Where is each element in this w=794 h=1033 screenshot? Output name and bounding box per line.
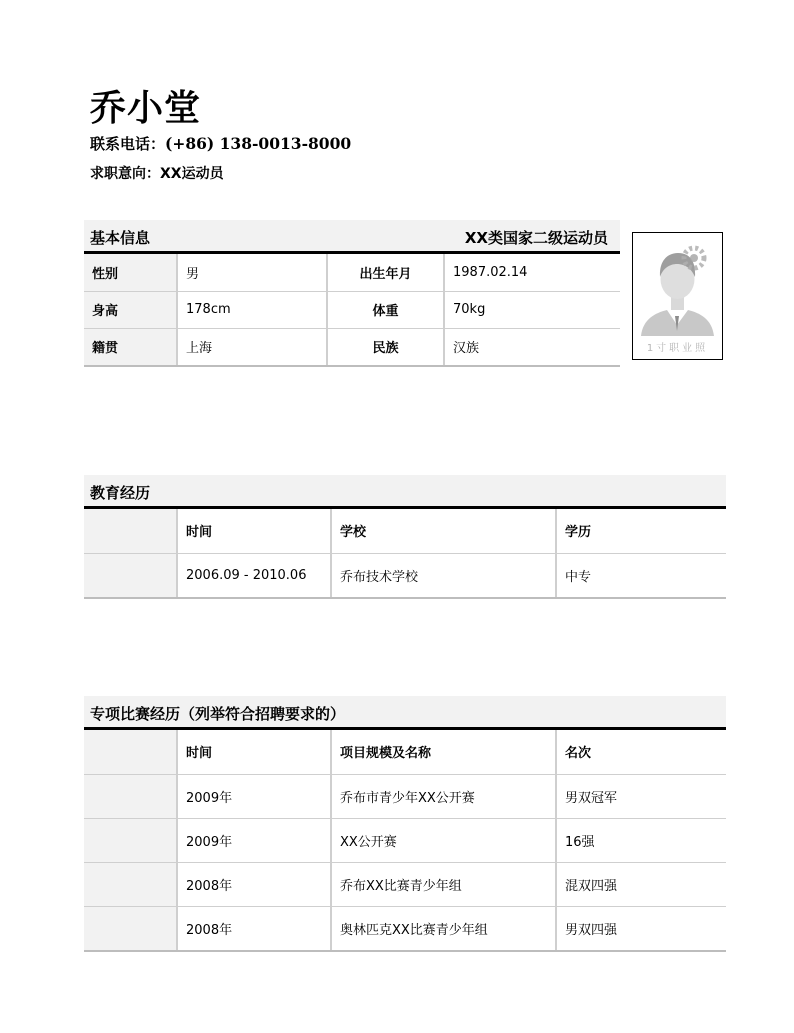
competitions-title: 专项比赛经历（列举符合招聘要求的） (90, 705, 346, 723)
comp-rank: 16强 (556, 818, 726, 862)
competitions-header (84, 696, 726, 730)
contact-line (90, 133, 351, 154)
table-row (84, 862, 726, 906)
comp-time: 2009年 (177, 774, 331, 818)
basic-info-title: 基本信息 (90, 229, 151, 247)
phone-label: 联系电话： (90, 135, 166, 153)
education-table (84, 509, 726, 599)
col-header-time: 时间 (177, 509, 331, 553)
height-label: 身高 (84, 291, 177, 328)
intent-label: 求职意向： (90, 166, 160, 182)
table-row (84, 818, 726, 862)
birth-value: 1987.02.14 (444, 254, 620, 291)
weight-label: 体重 (327, 291, 444, 328)
table-row (84, 254, 620, 291)
spacer-cell (84, 862, 177, 906)
edu-degree: 中专 (556, 553, 726, 598)
birth-label: 出生年月 (327, 254, 444, 291)
comp-time: 2009年 (177, 818, 331, 862)
spacer-cell (84, 509, 177, 553)
comp-rank: 男双冠军 (556, 774, 726, 818)
athlete-grade-badge: XX类国家二级运动员 (464, 229, 608, 247)
edu-school: 乔布技术学校 (331, 553, 556, 598)
gender-value: 男 (177, 254, 327, 291)
spacer-cell (84, 906, 177, 951)
table-row (84, 906, 726, 951)
profile-photo[interactable] (632, 232, 723, 360)
ethnicity-label: 民族 (327, 328, 444, 366)
weight-value: 70kg (444, 291, 620, 328)
competitions-table (84, 730, 726, 952)
spacer-cell (84, 774, 177, 818)
photo-caption: 1寸职业照 (646, 343, 709, 354)
comp-event: 乔布市青少年XX公开赛 (331, 774, 556, 818)
person-silhouette-icon (633, 233, 722, 359)
col-header-school: 学校 (331, 509, 556, 553)
col-header-degree: 学历 (556, 509, 726, 553)
comp-event: 乔布XX比赛青少年组 (331, 862, 556, 906)
intent-value: XX运动员 (160, 166, 224, 182)
basic-info-header (84, 220, 620, 254)
candidate-name: 乔小堂 (90, 88, 202, 129)
table-row (84, 553, 726, 598)
col-header-event: 项目规模及名称 (331, 730, 556, 774)
spacer-cell (84, 730, 177, 774)
comp-event: 奥林匹克XX比赛青少年组 (331, 906, 556, 951)
basic-info-table (84, 254, 620, 367)
comp-rank: 男双四强 (556, 906, 726, 951)
table-header-row (84, 509, 726, 553)
spacer-cell (84, 553, 177, 598)
comp-time: 2008年 (177, 906, 331, 951)
edu-time: 2006.09 - 2010.06 (177, 553, 331, 598)
spacer-cell (84, 818, 177, 862)
hometown-label: 籍贯 (84, 328, 177, 366)
education-header (84, 475, 726, 509)
ethnicity-value: 汉族 (444, 328, 620, 366)
table-row (84, 328, 620, 366)
table-row (84, 774, 726, 818)
job-intent-line (90, 163, 224, 183)
height-value: 178cm (177, 291, 327, 328)
comp-time: 2008年 (177, 862, 331, 906)
education-title: 教育经历 (90, 484, 151, 502)
table-row (84, 291, 620, 328)
col-header-rank: 名次 (556, 730, 726, 774)
phone-number: (+86) 138-0013-8000 (165, 134, 352, 153)
hometown-value: 上海 (177, 328, 327, 366)
comp-rank: 混双四强 (556, 862, 726, 906)
col-header-time: 时间 (177, 730, 331, 774)
gender-label: 性别 (84, 254, 177, 291)
comp-event: XX公开赛 (331, 818, 556, 862)
table-header-row (84, 730, 726, 774)
